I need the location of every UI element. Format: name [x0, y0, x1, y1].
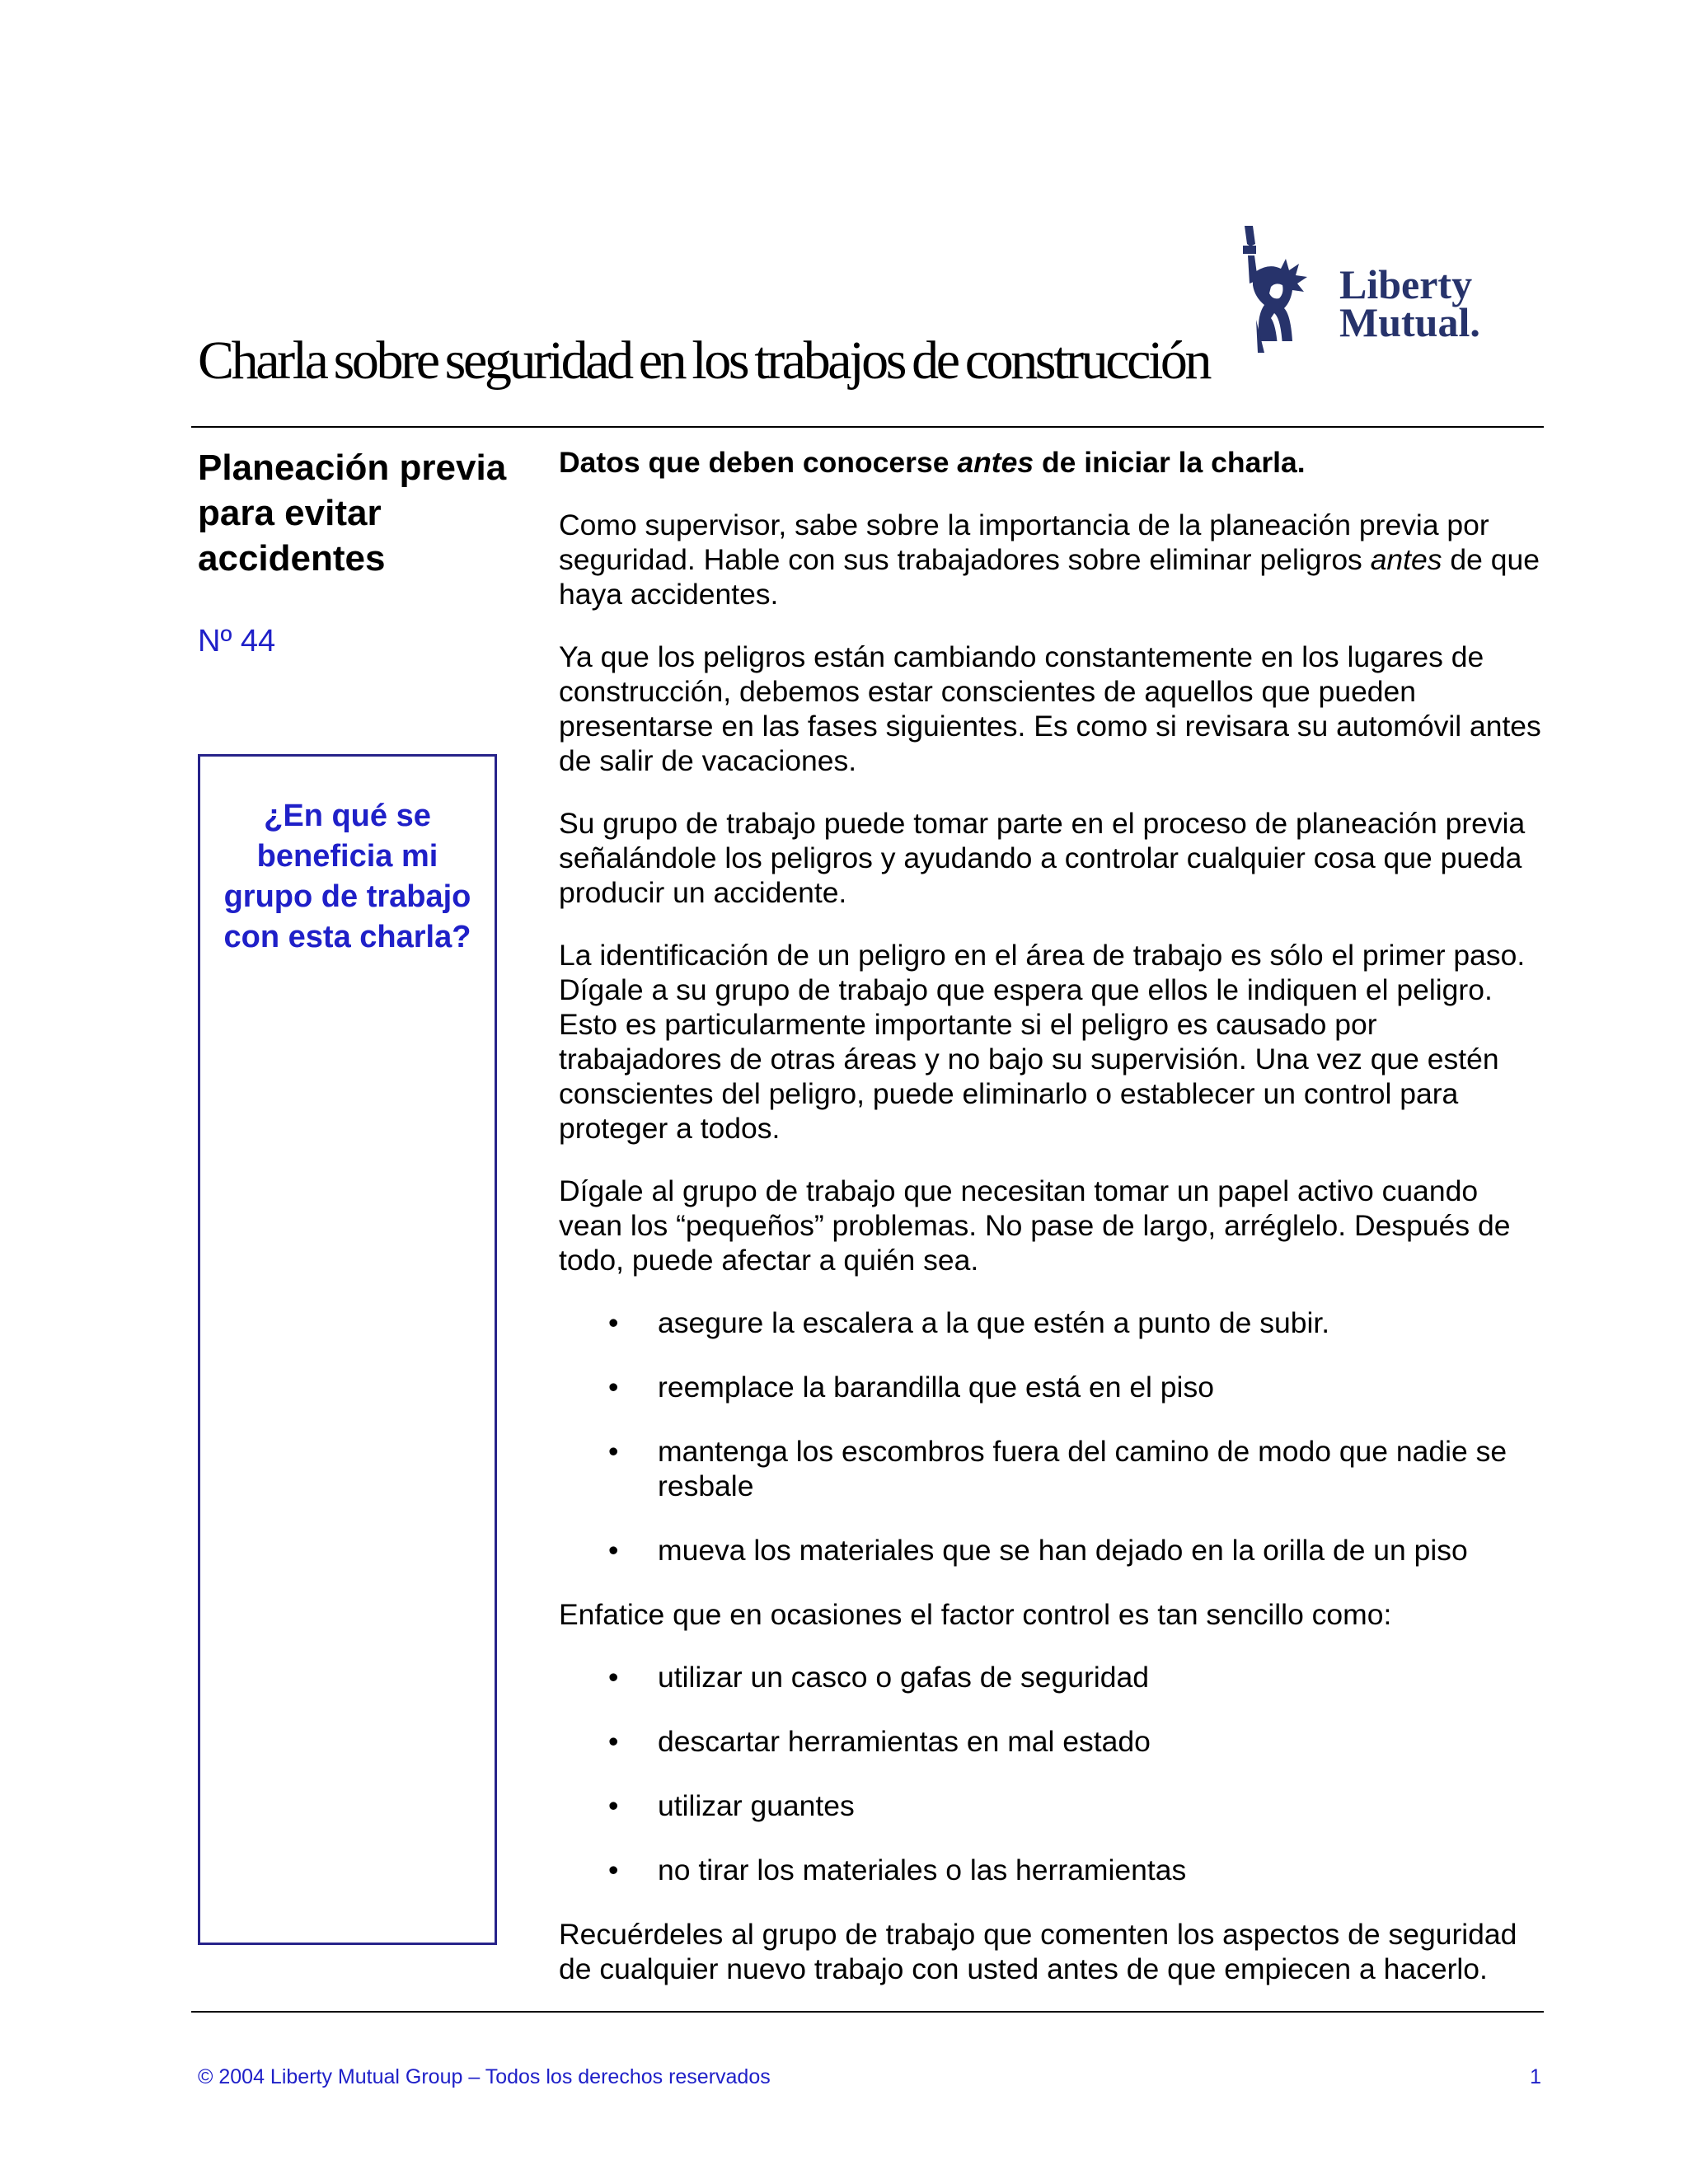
list-item: • utilizar un casco o gafas de seguridad [608, 1660, 1545, 1694]
issue-number: Nº 44 [198, 624, 276, 658]
paragraph-3: Su grupo de trabajo puede tomar parte en el proceso de planeación previa señalándole los peligros y ayudando a controlar cualquier cosa que pueda producir un accidente. [559, 807, 1526, 909]
benefit-question: ¿En qué se beneficia mi grupo de trabajo con esta charla? [223, 799, 471, 954]
paragraph-5: Dígale al grupo de trabajo que necesitan tomar un papel activo cuando vean los “pequeños” problemas. No pase de largo, arréglelo. Después de todo, puede afectar a quién sea. [559, 1174, 1511, 1277]
logo-wordmark [1339, 261, 1480, 345]
copyright-text: © 2004 Liberty Mutual Group – Todos los derechos reservados [198, 2065, 771, 2088]
list-item: • utilizar guantes [608, 1788, 1545, 1823]
lead-emphasis: antes [957, 446, 1034, 479]
list-item: • mueva los materiales que se han dejado en la orilla de un piso [608, 1533, 1545, 1568]
statue-of-liberty-icon [1220, 223, 1335, 359]
page-number: 1 [1530, 2065, 1541, 2088]
topic-title-line-1: Planeación previa [198, 448, 507, 488]
bottom-divider [191, 2011, 1544, 2013]
list-item: • no tirar los materiales o las herramientas [608, 1853, 1545, 1887]
top-divider [191, 426, 1544, 428]
lead-text-a: Datos que deben conocerse [559, 446, 958, 479]
paragraph-4: La identificación de un peligro en el área de trabajo es sólo el primer paso. Dígale a su grupo de trabajo que espera que ellos le indiquen el peligro. Esto es particularmente importante si el peligro es causado por trabajadores de otras áreas y no bajo su supervisión. Una vez que estén conscientes del peligro, puede eliminarlo o establecer un control para proteger a todos. [559, 939, 1526, 1145]
lead-text-b: de iniciar la charla. [1034, 446, 1306, 479]
lead-heading [559, 445, 1545, 480]
topic-title-line-2: para evitar [198, 493, 382, 533]
page-title: Charla sobre seguridad en los trabajos de construcción [198, 330, 1210, 391]
paragraph-1 [559, 508, 1545, 612]
paragraph-1-emphasis: antes [1370, 543, 1442, 576]
footer [198, 2065, 1541, 2089]
paragraph-2: Ya que los peligros están cambiando constantemente en los lugares de construcción, debemos estar conscientes de aquellos que pueden presentarse en las fases siguientes. Es como si revisara su automóvil antes de salir de vacaciones. [559, 640, 1541, 777]
paragraph-7: Recuérdeles al grupo de trabajo que comenten los aspectos de seguridad de cualquier nuevo trabajo con usted antes de que empiecen a hacerlo. [559, 1918, 1517, 1985]
liberty-mutual-logo [1220, 223, 1492, 359]
benefit-box [198, 754, 497, 1945]
paragraph-1-b: de que haya accidentes. [559, 543, 1540, 611]
logo-line-2: Mutual. [1339, 299, 1480, 345]
list-item: • descartar herramientas en mal estado [608, 1724, 1545, 1759]
paragraph-6: Enfatice que en ocasiones el factor control es tan sencillo como: [559, 1598, 1392, 1631]
fix-list [559, 1305, 1545, 1568]
paragraph-1-a: Como supervisor, sabe sobre la importancia de la planeación previa por seguridad. Hable con sus trabajadores sobre eliminar peligros [559, 509, 1489, 576]
list-item: • asegure la escalera a la que estén a punto de subir. [608, 1305, 1545, 1340]
list-item: • mantenga los escombros fuera del camino de modo que nadie se resbale [608, 1434, 1545, 1503]
topic-title [198, 445, 519, 581]
topic-title-line-3: accidentes [198, 538, 386, 579]
left-column [198, 445, 519, 659]
list-item: • reemplace la barandilla que está en el piso [608, 1370, 1545, 1404]
logo-line-1: Liberty [1339, 261, 1473, 307]
control-list [559, 1660, 1545, 1887]
main-content [559, 445, 1545, 2014]
